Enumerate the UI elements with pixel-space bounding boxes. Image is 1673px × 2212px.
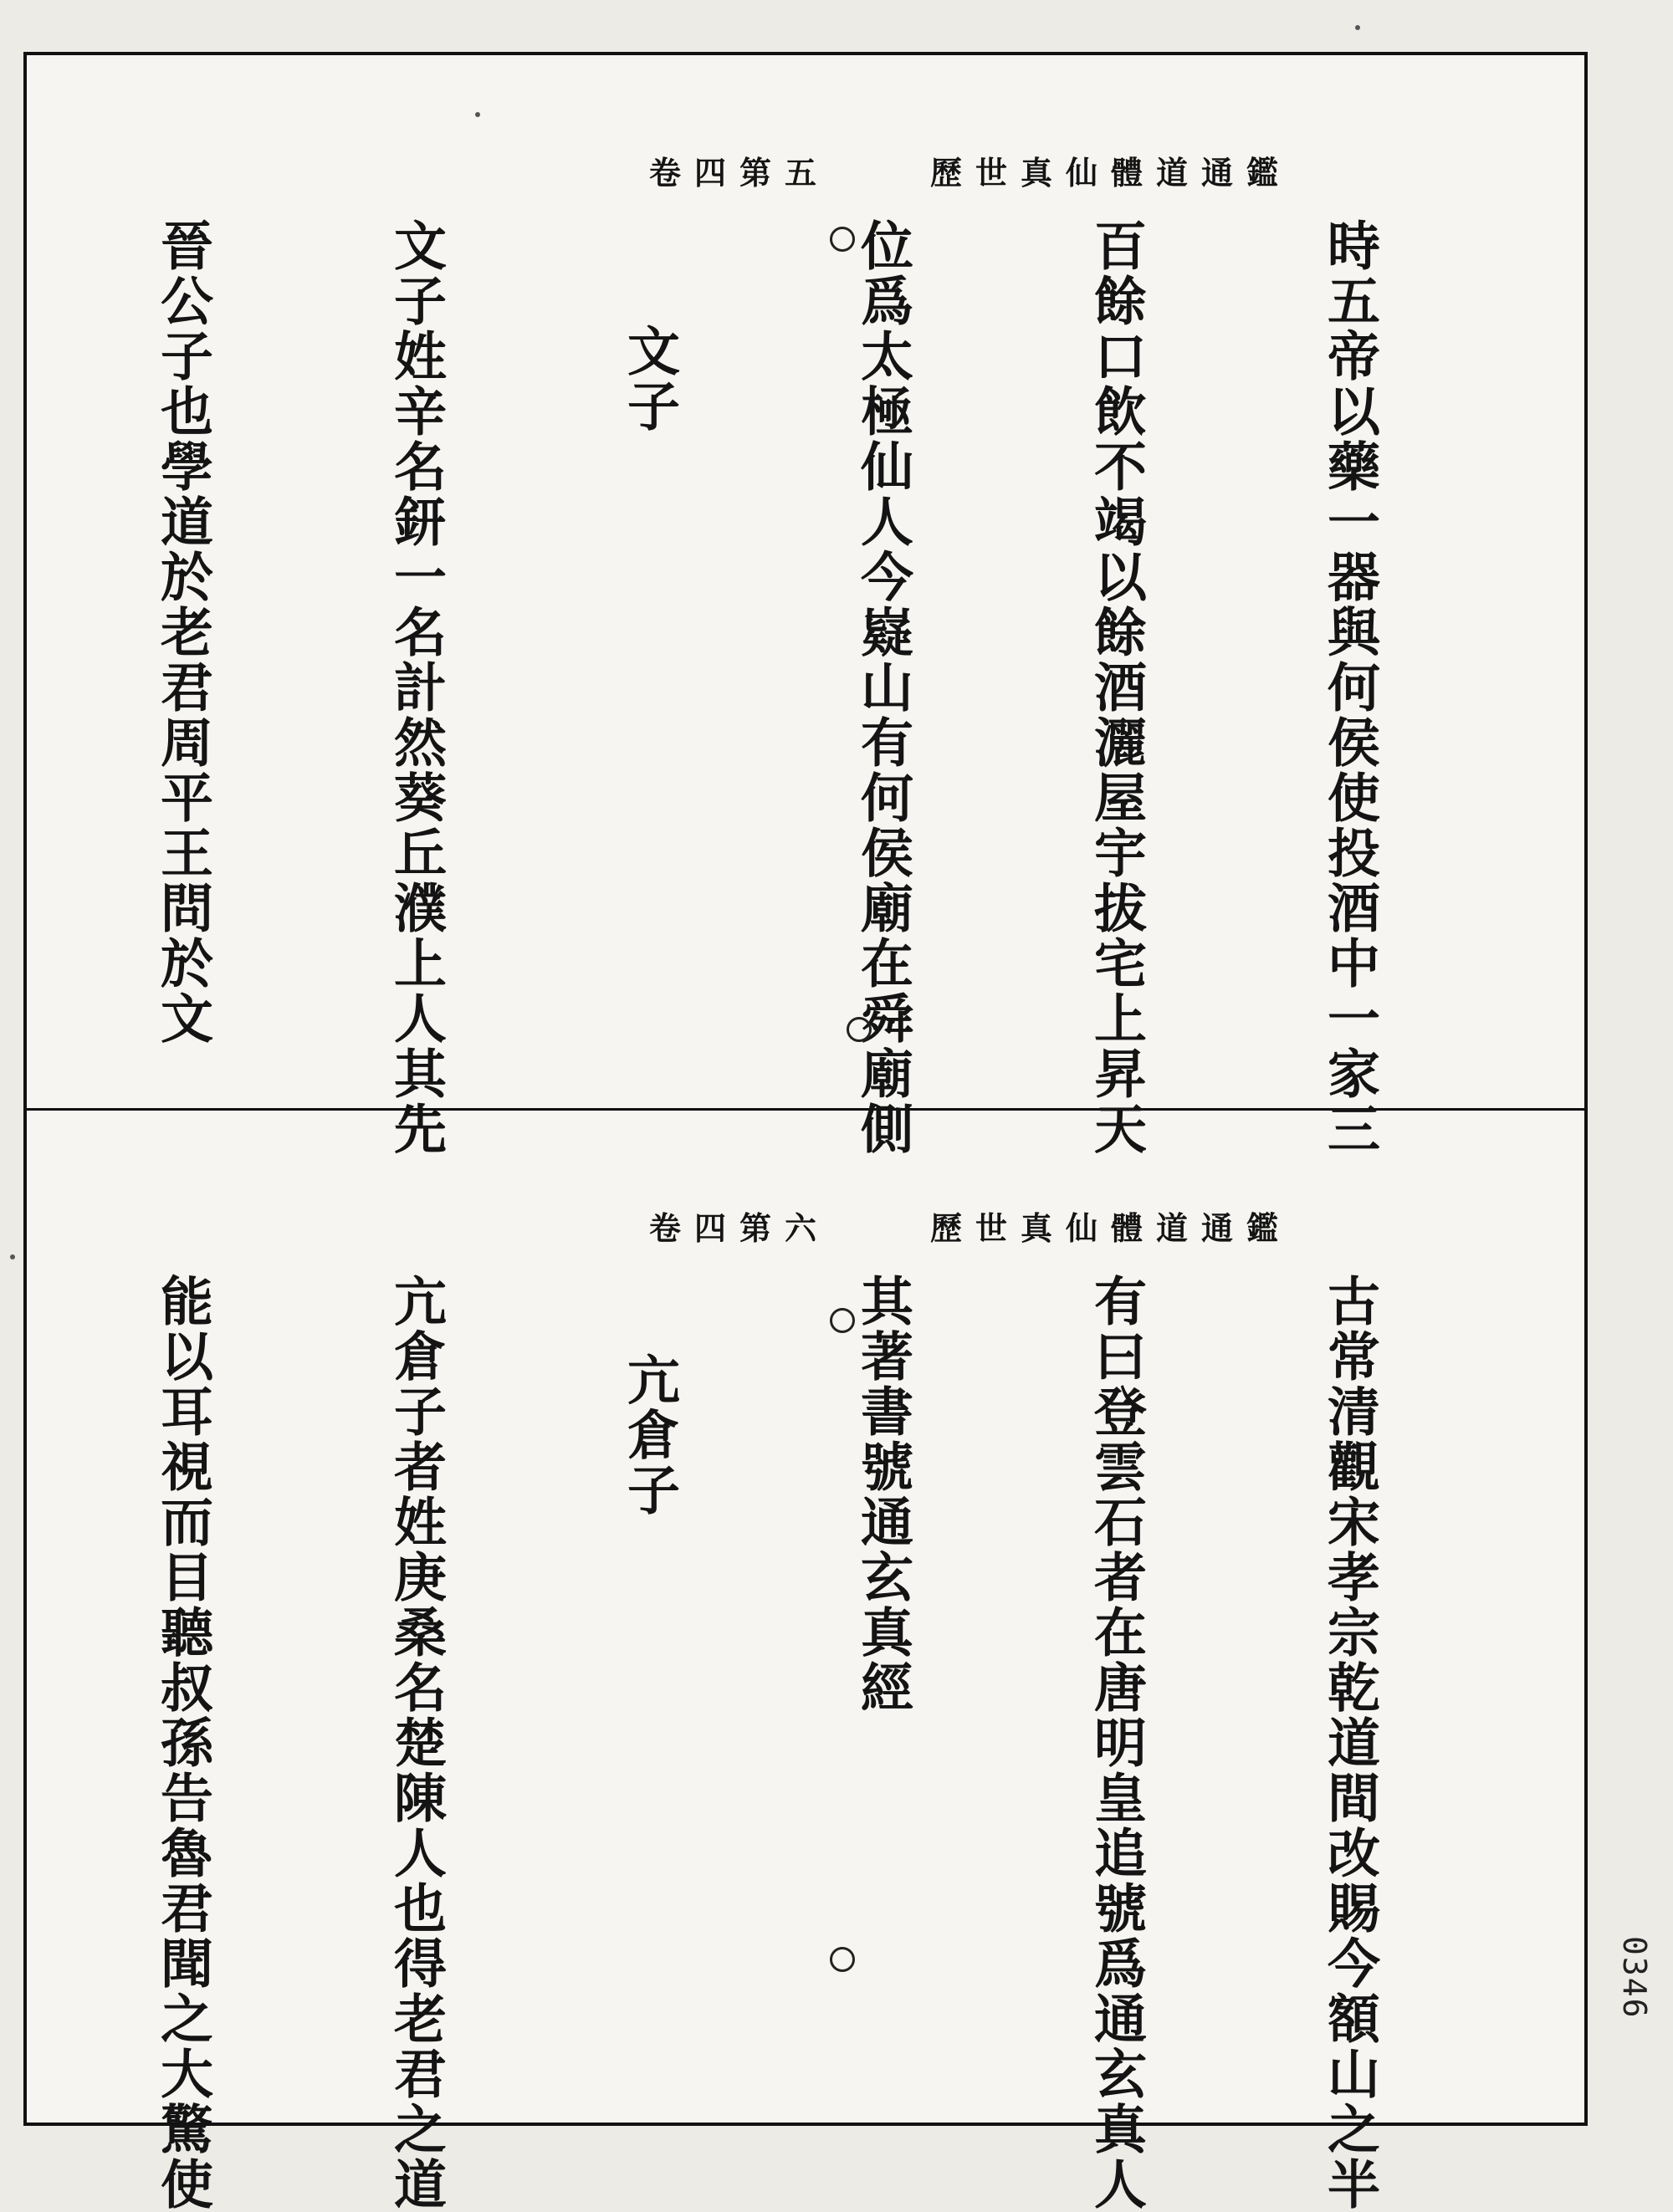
- text-column: 晉公子也學道於老君周平王問於文: [152, 218, 214, 1046]
- punctuation-circle-mark: [847, 1017, 872, 1042]
- text-column: 時五帝以藥一器與何侯使投酒中一家三: [1319, 218, 1381, 1157]
- text-column: 百餘口飲不竭以餘酒灑屋宇拔宅上昇天: [1086, 218, 1148, 1157]
- bottom-header-title: 歷世真仙體道通鑑: [929, 1209, 1292, 1247]
- punctuation-circle-mark: [830, 1308, 855, 1333]
- section-heading: 文子: [619, 324, 681, 434]
- text-column: 古常清觀宋孝宗乾道間改賜今額山之半: [1319, 1274, 1381, 2212]
- top-header-title: 歷世真仙體道通鑑: [929, 154, 1292, 192]
- bottom-page-panel: [27, 1111, 1584, 2212]
- text-column: 其著書號通玄真經: [852, 1274, 914, 1715]
- section-heading: 亢倉子: [619, 1352, 681, 1518]
- text-column: 文子姓辛名鈃一名計然葵丘濮上人其先: [386, 218, 448, 1157]
- page-frame: [23, 52, 1588, 2212]
- top-page-panel: [27, 55, 1584, 1157]
- bottom-header-volume: 卷四第六: [648, 1209, 830, 1247]
- punctuation-circle-mark: [830, 1947, 855, 1972]
- bottom-running-header: [648, 1203, 1292, 1247]
- top-running-header: [648, 147, 1292, 192]
- text-column: 能以耳視而目聽叔孫告魯君聞之大驚使: [152, 1274, 214, 2212]
- top-body-text: [152, 218, 1544, 1157]
- paper-speck: [10, 1254, 15, 1259]
- punctuation-circle-mark: [830, 227, 855, 252]
- paper-speck: [1355, 25, 1360, 30]
- text-column: 有曰登雲石者在唐明皇追號爲通玄真人: [1086, 1274, 1148, 2212]
- paper-speck: [475, 112, 480, 117]
- top-header-volume: 卷四第五: [648, 154, 830, 192]
- bottom-body-text: [152, 1274, 1544, 2212]
- text-column: 位爲太極仙人今嶷山有何侯廟在舜廟側: [852, 218, 914, 1157]
- side-page-number: 0346: [1616, 1936, 1653, 2020]
- text-column: 亢倉子者姓庚桑名楚陳人也得老君之道: [386, 1274, 448, 2212]
